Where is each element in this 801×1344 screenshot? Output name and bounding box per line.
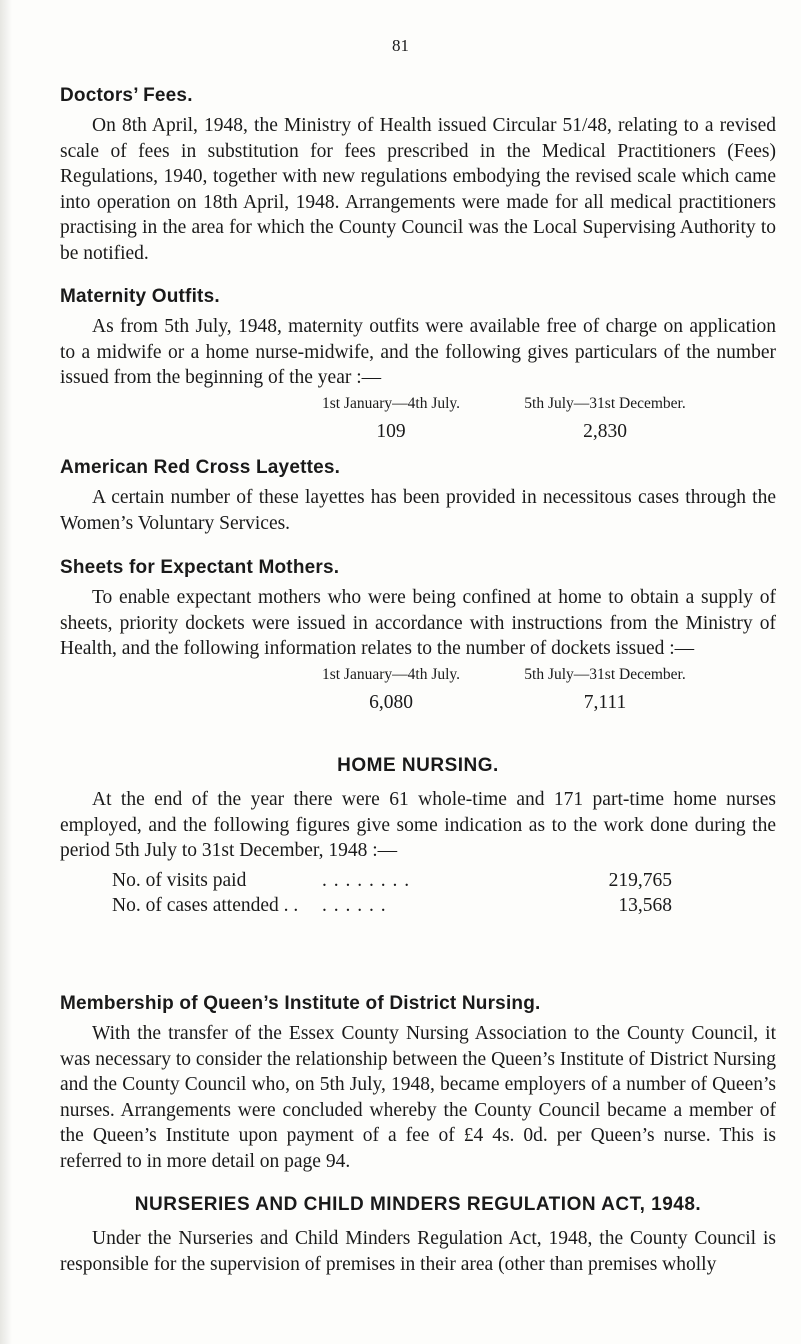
paragraph: Under the Nurseries and Child Minders Regulation Act, 1948, the County Council is responsible for the supervision of premises in their area (other than premises wholly bbox=[60, 1228, 776, 1275]
paragraph: At the end of the year there were 61 whole-time and 171 part-time home nurses employed, and the following figures give some indication as to the work done during the period 5th July to 31st December, 1948 :— bbox=[60, 789, 776, 861]
paragraph: As from 5th July, 1948, maternity outfits were available free of charge on application to a midwife or a home nurse-midwife, and the following gives particulars of the number issued from the beginning of the year :— bbox=[60, 316, 776, 388]
stat-value: 13,568 bbox=[618, 894, 672, 916]
section-title: NURSERIES AND CHILD MINDERS REGULATION ACT, 1948. bbox=[134, 1194, 702, 1215]
section-heading: Maternity Outfits. bbox=[60, 286, 220, 307]
section-doctors-fees bbox=[60, 85, 776, 266]
paragraph: A certain number of these layettes has been provided in necessitous cases through the Women’s Voluntary Services. bbox=[60, 487, 776, 534]
section-red-cross-layettes bbox=[60, 457, 776, 536]
period-figures bbox=[60, 421, 776, 445]
period-label: 1st January—4th July. bbox=[321, 665, 461, 683]
stat-leader-dots: . . . . . . bbox=[322, 894, 387, 916]
page-number: 81 bbox=[392, 36, 409, 55]
paragraph: With the transfer of the Essex County Nursing Association to the County Council, it was necessary to consider the relationship between the Queen’s Institute of District Nursing and the County Council who, on 5th July, 1948, became employers of a number of Queen’s nurses. Arrangements were concluded whereby the County Council became a member of the Queen’s Institute upon payment of a fee of £4 4s. 0d. per Queen’s nurse. This is referred to in more detail on page 94. bbox=[60, 1023, 776, 1172]
period-value: 2,830 bbox=[583, 420, 627, 442]
section-queens-institute bbox=[60, 993, 776, 1174]
paragraph: On 8th April, 1948, the Ministry of Health issued Circular 51/48, relating to a revised scale of fees in substitution for fees prescribed in the Medical Practitioners (Fees) Regulations, 1940, together with new regulations embodying the revised scale which came into operation on 18th April, 1948. Arrangements were made for all medical practitioners practising in the area for which the County Council was the Local Supervising Authority to be notified. bbox=[60, 115, 776, 264]
section-heading: Doctors’ Fees. bbox=[60, 85, 193, 106]
stats-table bbox=[112, 870, 776, 920]
section-heading: Sheets for Expectant Mothers. bbox=[60, 557, 340, 578]
stat-label: No. of cases attended . . bbox=[112, 894, 299, 916]
section-nurseries-act bbox=[60, 1194, 776, 1277]
section-heading: Membership of Queen’s Institute of District Nursing. bbox=[60, 993, 541, 1014]
paragraph: To enable expectant mothers who were being confined at home to obtain a supply of sheets, priority dockets were issued in accordance with instructions from the Ministry of Health, and the following information relates to the number of dockets issued :— bbox=[60, 587, 776, 659]
page-binding-edge bbox=[0, 0, 12, 1344]
section-maternity-outfits bbox=[60, 286, 776, 445]
stat-row bbox=[112, 870, 776, 895]
period-labels bbox=[60, 395, 776, 419]
stat-row bbox=[112, 895, 776, 920]
section-sheets-expectant-mothers bbox=[60, 557, 776, 716]
section-home-nursing bbox=[60, 755, 776, 920]
period-label: 5th July—31st December. bbox=[524, 665, 686, 683]
period-value: 6,080 bbox=[369, 691, 413, 713]
stat-label: No. of visits paid bbox=[112, 869, 247, 891]
period-label: 1st January—4th July. bbox=[321, 394, 461, 412]
period-value: 7,111 bbox=[583, 691, 627, 713]
section-title: HOME NURSING. bbox=[337, 755, 499, 776]
period-labels bbox=[60, 666, 776, 690]
stat-value: 219,765 bbox=[608, 869, 672, 891]
period-figures bbox=[60, 692, 776, 716]
stat-leader-dots: . . . . . . . . bbox=[322, 869, 411, 891]
period-label: 5th July—31st December. bbox=[524, 394, 686, 412]
period-value: 109 bbox=[376, 420, 406, 442]
section-heading: American Red Cross Layettes. bbox=[60, 457, 341, 478]
